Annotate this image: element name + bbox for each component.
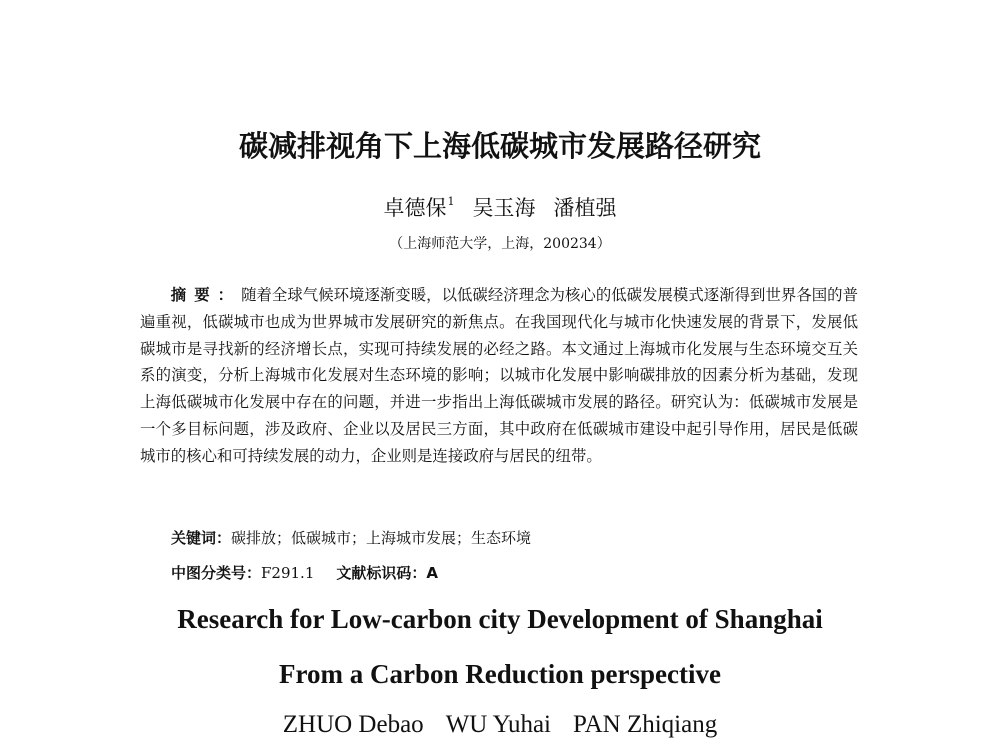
doc-code-value: A	[426, 564, 438, 582]
abstract-label: 摘要：	[170, 286, 242, 304]
author-cn-1	[384, 187, 455, 223]
author-en-3: PAN Zhiqiang	[573, 711, 718, 738]
abstract-text: 随着全球气候环境逐渐变暖，以低碳经济理念为核心的低碳发展模式逐渐得到世界各国的普遍重视，低碳城市也成为世界城市发展研究的新焦点。在我国现代化与城市化快速发展的背景下，发展低碳城市是寻找新的经济增长点，实现可持续发展的必经之路。本文通过上海城市化发展与生态环境交互关系的演变，分析上海城市化发展对生态环境的影响；以城市化发展中影响碳排放的因素分析为基础，发现上海低碳城市化发展中存在的问题，并进一步指出上海低碳城市发展的路径。研究认为：低碳城市发展是一个多目标问题，涉及政府、企业以及居民三方面，其中政府在低碳城市建设中起引导作用，居民是低碳城市的核心和可持续发展的动力，企业则是连接政府与居民的纽带。	[140, 286, 858, 465]
keywords-line	[171, 526, 871, 550]
title-english-line-1: Research for Low-carbon city Development of Shanghai	[177, 604, 823, 634]
author-cn-2: 吴玉海	[472, 196, 536, 220]
keywords-text: 碳排放；低碳城市；上海城市发展；生态环境	[231, 529, 532, 547]
author-cn-1-affiliation-mark: 1	[447, 195, 455, 208]
affiliation-chinese: （上海师范大学，上海，200234）	[389, 236, 611, 252]
title-chinese: 碳减排视角下上海低碳城市发展路径研究	[238, 129, 761, 163]
abstract-chinese	[140, 282, 858, 470]
classification-line	[171, 561, 871, 585]
author-cn-3: 潘植强	[553, 196, 617, 220]
keywords-label: 关键词：	[171, 529, 232, 547]
clc-value: F291.1	[261, 564, 315, 582]
authors-english	[0, 708, 1000, 742]
author-en-2: WU Yuhai	[445, 711, 551, 738]
author-en-1: ZHUO Debao	[282, 711, 424, 738]
author-cn-1-name: 卓德保	[383, 196, 447, 220]
title-english-line-2: From a Carbon Reduction perspective	[279, 659, 721, 689]
doc-code-label: 文献标识码：	[336, 564, 427, 582]
clc-label: 中图分类号：	[171, 564, 262, 582]
authors-chinese	[0, 187, 1000, 223]
